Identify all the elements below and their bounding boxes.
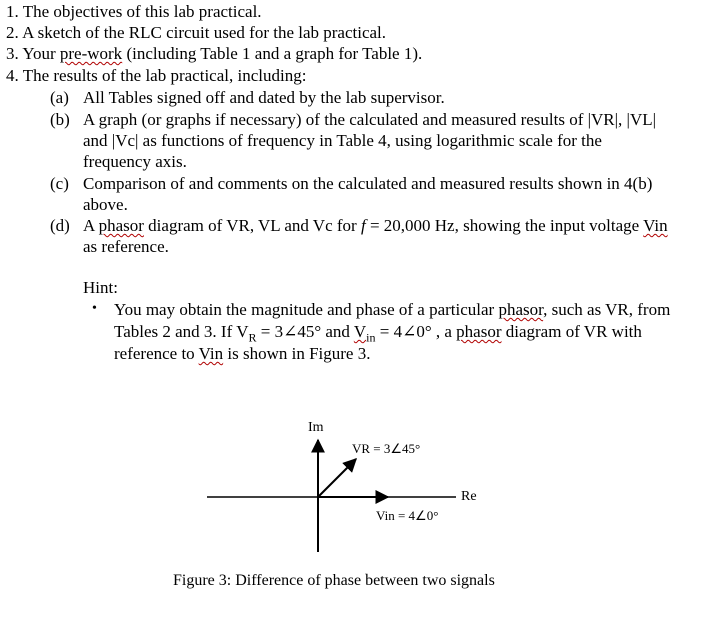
list-item-text: The objectives of this lab practical.	[22, 2, 262, 21]
list-number: 3.	[6, 44, 19, 63]
sublist-label-c: (c)	[50, 174, 69, 193]
sublist-text-b-line2: and |Vc| as functions of frequency in Table 4, using logarithmic scale for the	[83, 131, 602, 150]
sublist-text-c-line1: Comparison of and comments on the calculated and measured results shown in 4(b)	[83, 174, 653, 193]
sublist-text-b-line1: A graph (or graphs if necessary) of the calculated and measured results of |VR|, |VL|	[83, 110, 657, 129]
text-run: = 4∠0° , a	[375, 322, 457, 341]
frequency-symbol: f	[360, 216, 366, 235]
sublist-label-a: (a)	[50, 88, 69, 107]
sublist-text-c-line2: above.	[83, 195, 128, 214]
sublist-label-d: (d)	[50, 216, 70, 235]
sublist-text-b-line3: frequency axis.	[83, 152, 187, 171]
sublist-text-a: All Tables signed off and dated by the lab supervisor.	[83, 88, 445, 107]
list-number: 2.	[6, 23, 19, 42]
list-item-text: The results of the lab practical, including:	[22, 66, 307, 85]
subscript: R	[248, 330, 257, 345]
text-run: V	[353, 322, 367, 341]
vin-label: Vin = 4∠0°	[376, 508, 439, 523]
hint-title: Hint:	[83, 278, 118, 297]
text-run: diagram of VR with	[501, 322, 642, 341]
text-run: Tables 2 and 3. If V	[114, 322, 249, 341]
text-run: = 20,000 Hz, showing the input voltage	[365, 216, 644, 235]
re-axis-label: Re	[461, 489, 477, 504]
spellcheck-word: phasor	[456, 322, 502, 341]
list-item-text: (including Table 1 and a graph for Table 1).	[122, 44, 423, 63]
im-axis-label: Im	[308, 420, 324, 435]
spellcheck-word: pre-work	[59, 44, 123, 63]
text-run: A	[83, 216, 99, 235]
list-item-text: A sketch of the RLC circuit used for the lab practical.	[22, 23, 387, 42]
spellcheck-word: phasor	[498, 300, 544, 319]
text-run: You may obtain the magnitude and phase of a particular	[114, 300, 499, 319]
vr-phasor-arrow	[318, 459, 356, 497]
spellcheck-word: Vin	[643, 216, 668, 235]
spellcheck-word: Vin	[198, 344, 224, 363]
figure-caption: Figure 3: Difference of phase between two signals	[173, 572, 495, 589]
text-run: reference to	[114, 344, 199, 363]
bullet-icon: •	[92, 301, 97, 316]
list-item-text: Your	[22, 44, 60, 63]
list-number: 1.	[6, 2, 19, 21]
text-run: = 3∠45° and	[256, 322, 354, 341]
text-run: , such as VR, from	[543, 300, 671, 319]
sublist-label-b: (b)	[50, 110, 70, 129]
list-number: 4.	[6, 66, 19, 85]
text-run: diagram of VR, VL and Vc for	[143, 216, 361, 235]
vr-label: VR = 3∠45°	[352, 441, 421, 456]
subscript: in	[366, 330, 376, 345]
text-run: is shown in Figure 3.	[223, 344, 371, 363]
spellcheck-word: phasor	[98, 216, 144, 235]
sublist-text-d-line2: as reference.	[83, 237, 169, 256]
